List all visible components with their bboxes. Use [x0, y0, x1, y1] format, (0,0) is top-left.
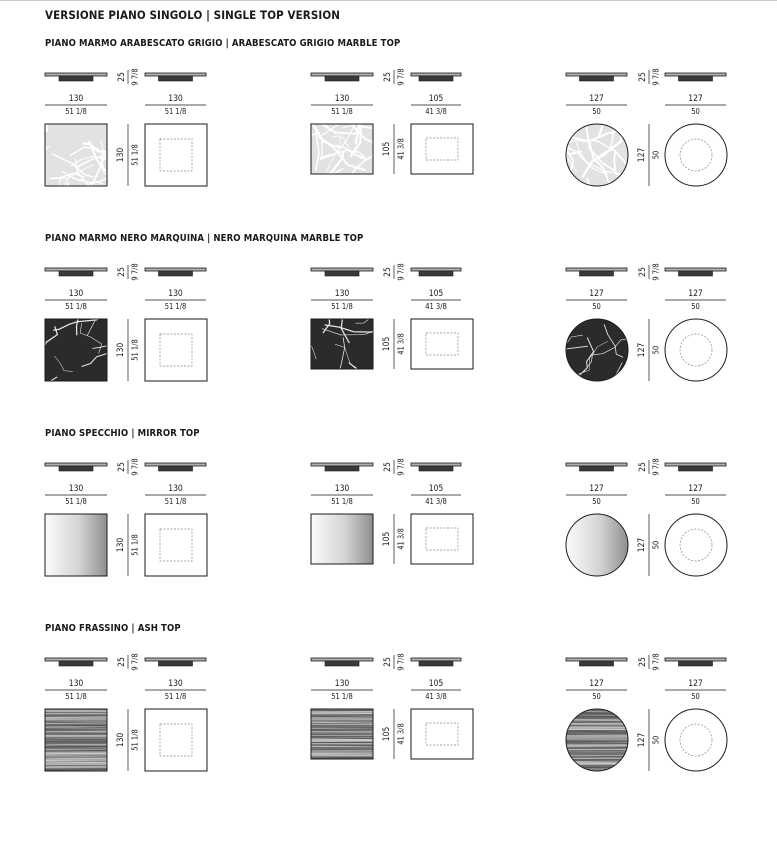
height-cm-label: 25 — [382, 267, 393, 277]
side-view-top — [311, 268, 373, 271]
side-view-base — [159, 661, 193, 666]
depth-in-label: 51 1/8 — [130, 729, 140, 751]
technical-drawing — [45, 428, 275, 588]
side-view-top — [145, 268, 206, 271]
width2-in-label: 41 3/8 — [425, 692, 447, 701]
depth-in-label: 51 1/8 — [130, 144, 140, 166]
width-cm-label: 130 — [334, 289, 350, 299]
marble-vein — [5, 377, 57, 421]
height-cm-label: 25 — [116, 657, 127, 667]
height-cm-label: 25 — [116, 462, 127, 472]
marble-vein — [14, 183, 68, 229]
height-in-label: 9 7/8 — [396, 458, 406, 476]
side-view-top — [566, 268, 627, 271]
depth-cm-label: 130 — [115, 342, 126, 358]
height-in-label: 9 7/8 — [651, 458, 661, 476]
side-view-top — [665, 73, 726, 76]
height-in-label: 9 7/8 — [130, 263, 140, 281]
depth-cm-label: 127 — [636, 342, 647, 358]
side-view-base — [325, 466, 359, 471]
ash-grain — [45, 769, 107, 770]
width-in-label: 50 — [592, 107, 601, 116]
finish-texture — [45, 514, 107, 576]
side-view-top — [665, 268, 726, 271]
depth-cm-label: 105 — [381, 336, 392, 352]
depth-in-label: 50 — [651, 540, 661, 550]
depth-cm-label: 127 — [636, 732, 647, 748]
marble-vein — [310, 169, 343, 218]
ash-grain — [566, 749, 628, 750]
page-title: VERSIONE PIANO SINGOLO | SINGLE TOP VERSION — [45, 8, 340, 22]
technical-drawing — [311, 428, 541, 588]
technical-drawing — [566, 233, 777, 393]
plan-outline — [665, 709, 727, 771]
technical-drawing — [45, 38, 275, 198]
plan-outline — [411, 319, 473, 369]
depth-in-label: 41 3/8 — [396, 528, 406, 550]
width-cm-label: 130 — [68, 679, 84, 689]
finish-texture — [45, 709, 107, 771]
side-view-base — [679, 661, 713, 666]
height-cm-label: 25 — [382, 462, 393, 472]
width-in-label: 51 1/8 — [331, 107, 353, 116]
side-view-base — [59, 76, 93, 81]
finish-background — [311, 124, 373, 174]
depth-in-label: 41 3/8 — [396, 333, 406, 355]
height-cm-label: 25 — [637, 462, 648, 472]
plan-outline — [145, 514, 207, 576]
plan-outline — [411, 514, 473, 564]
width2-cm-label: 105 — [428, 484, 444, 494]
width-in-label: 50 — [592, 302, 601, 311]
section-title: PIANO MARMO NERO MARQUINA | NERO MARQUINA MARBLE TOP — [45, 233, 364, 244]
side-view-top — [311, 658, 373, 661]
plan-outline — [411, 709, 473, 759]
depth-cm-label: 127 — [636, 147, 647, 163]
depth-in-label: 50 — [651, 735, 661, 745]
width2-cm-label: 127 — [688, 484, 703, 494]
width-in-label: 51 1/8 — [331, 692, 353, 701]
depth-in-label: 41 3/8 — [396, 723, 406, 745]
technical-drawing — [311, 233, 541, 393]
side-view-base — [59, 271, 93, 276]
width-cm-label: 130 — [334, 679, 350, 689]
width-cm-label: 130 — [68, 289, 84, 299]
technical-drawing — [566, 623, 777, 783]
side-view-top — [145, 73, 206, 76]
width2-cm-label: 127 — [688, 289, 703, 299]
width-in-label: 51 1/8 — [65, 692, 87, 701]
plan-outline — [145, 709, 207, 771]
depth-cm-label: 105 — [381, 141, 392, 157]
side-view-base — [419, 271, 453, 276]
side-view-base — [159, 76, 193, 81]
width-cm-label: 130 — [68, 484, 84, 494]
depth-cm-label: 130 — [115, 732, 126, 748]
width2-in-label: 51 1/8 — [164, 107, 187, 116]
side-view-top — [311, 463, 373, 466]
height-cm-label: 25 — [382, 657, 393, 667]
ash-grain — [566, 712, 628, 713]
side-view-top — [665, 658, 726, 661]
width2-cm-label: 127 — [688, 679, 703, 689]
width2-cm-label: 105 — [428, 679, 444, 689]
height-cm-label: 25 — [116, 267, 127, 277]
width-cm-label: 130 — [68, 94, 84, 104]
marble-vein — [45, 72, 70, 131]
width-in-label: 51 1/8 — [331, 302, 353, 311]
width-cm-label: 127 — [589, 94, 604, 104]
width2-cm-label: 130 — [168, 484, 183, 494]
side-view-top — [45, 463, 107, 466]
width-cm-label: 127 — [589, 484, 604, 494]
top-divider — [0, 0, 777, 1]
plan-outline — [665, 124, 727, 186]
side-view-top — [311, 73, 373, 76]
side-view-top — [411, 463, 461, 466]
technical-drawing — [311, 38, 541, 198]
ash-grain — [45, 717, 107, 718]
height-in-label: 9 7/8 — [130, 68, 140, 86]
width2-in-label: 50 — [691, 692, 700, 701]
depth-in-label: 50 — [651, 345, 661, 355]
side-view-base — [580, 271, 614, 276]
technical-drawing — [566, 38, 777, 198]
technical-drawing — [566, 428, 777, 588]
width2-in-label: 51 1/8 — [164, 692, 187, 701]
depth-cm-label: 105 — [381, 726, 392, 742]
depth-in-label: 41 3/8 — [396, 138, 406, 160]
width-in-label: 50 — [592, 497, 601, 506]
side-view-top — [45, 73, 107, 76]
section-title: PIANO FRASSINO | ASH TOP — [45, 623, 181, 634]
depth-cm-label: 127 — [636, 537, 647, 553]
width-cm-label: 127 — [589, 289, 604, 299]
finish-texture — [529, 91, 654, 244]
side-view-base — [59, 661, 93, 666]
side-view-base — [679, 271, 713, 276]
finish-texture — [311, 709, 373, 759]
width2-in-label: 50 — [691, 302, 700, 311]
height-in-label: 9 7/8 — [651, 68, 661, 86]
width-cm-label: 130 — [334, 94, 350, 104]
width-cm-label: 127 — [589, 679, 604, 689]
side-view-base — [679, 76, 713, 81]
height-in-label: 9 7/8 — [651, 653, 661, 671]
side-view-base — [580, 661, 614, 666]
ash-grain — [566, 710, 628, 711]
width2-in-label: 41 3/8 — [425, 497, 447, 506]
side-view-top — [566, 463, 627, 466]
side-view-base — [325, 271, 359, 276]
side-view-base — [580, 466, 614, 471]
width2-cm-label: 105 — [428, 289, 444, 299]
side-view-base — [419, 661, 453, 666]
side-view-top — [145, 658, 206, 661]
finish-texture — [311, 514, 373, 564]
plan-outline — [145, 319, 207, 381]
width-in-label: 51 1/8 — [65, 302, 87, 311]
height-in-label: 9 7/8 — [396, 653, 406, 671]
width-in-label: 51 1/8 — [65, 497, 87, 506]
width-in-label: 50 — [592, 692, 601, 701]
side-view-top — [566, 73, 627, 76]
height-in-label: 9 7/8 — [130, 458, 140, 476]
width2-cm-label: 130 — [168, 94, 183, 104]
side-view-top — [145, 463, 206, 466]
marble-vein — [547, 162, 568, 194]
side-view-base — [419, 466, 453, 471]
plan-outline — [411, 124, 473, 174]
width-cm-label: 130 — [334, 484, 350, 494]
plan-outline — [665, 514, 727, 576]
plan-outline — [665, 319, 727, 381]
marble-vein — [271, 87, 326, 124]
side-view-base — [419, 76, 453, 81]
section-title: PIANO MARMO ARABESCATO GRIGIO | ARABESCATO GRIGIO MARBLE TOP — [45, 38, 401, 49]
section-title: PIANO SPECCHIO | MIRROR TOP — [45, 428, 200, 439]
height-in-label: 9 7/8 — [396, 68, 406, 86]
depth-in-label: 51 1/8 — [130, 339, 140, 361]
ash-grain — [566, 715, 628, 716]
depth-in-label: 51 1/8 — [130, 534, 140, 556]
side-view-top — [411, 73, 461, 76]
width2-cm-label: 130 — [168, 679, 183, 689]
finish-texture — [525, 319, 636, 420]
side-view-base — [325, 76, 359, 81]
depth-cm-label: 130 — [115, 147, 126, 163]
depth-in-label: 50 — [651, 150, 661, 160]
plan-outline — [145, 124, 207, 186]
side-view-base — [159, 271, 193, 276]
height-cm-label: 25 — [637, 657, 648, 667]
width2-cm-label: 105 — [428, 94, 444, 104]
width2-in-label: 41 3/8 — [425, 107, 447, 116]
height-cm-label: 25 — [637, 267, 648, 277]
width2-in-label: 50 — [691, 497, 700, 506]
side-view-base — [59, 466, 93, 471]
technical-drawing — [45, 233, 275, 393]
height-in-label: 9 7/8 — [651, 263, 661, 281]
side-view-top — [45, 658, 107, 661]
width-in-label: 51 1/8 — [331, 497, 353, 506]
side-view-top — [566, 658, 627, 661]
height-cm-label: 25 — [116, 72, 127, 82]
technical-drawing — [45, 623, 275, 783]
side-view-base — [679, 466, 713, 471]
finish-background — [45, 514, 107, 576]
height-cm-label: 25 — [637, 72, 648, 82]
depth-cm-label: 130 — [115, 537, 126, 553]
technical-drawing — [311, 623, 541, 783]
width2-in-label: 50 — [691, 107, 700, 116]
height-in-label: 9 7/8 — [396, 263, 406, 281]
width2-in-label: 41 3/8 — [425, 302, 447, 311]
side-view-top — [665, 463, 726, 466]
marble-vein — [546, 107, 567, 153]
width2-cm-label: 130 — [168, 289, 183, 299]
side-view-top — [411, 658, 461, 661]
marble-vein — [333, 174, 360, 190]
finish-background — [311, 514, 373, 564]
marble-vein — [14, 117, 48, 129]
depth-cm-label: 105 — [381, 531, 392, 547]
side-view-base — [325, 661, 359, 666]
height-cm-label: 25 — [382, 72, 393, 82]
side-view-top — [411, 268, 461, 271]
ash-grain — [45, 760, 107, 761]
width2-in-label: 51 1/8 — [164, 302, 187, 311]
side-view-base — [159, 466, 193, 471]
side-view-top — [45, 268, 107, 271]
width2-cm-label: 127 — [688, 94, 703, 104]
side-view-base — [580, 76, 614, 81]
width-in-label: 51 1/8 — [65, 107, 87, 116]
height-in-label: 9 7/8 — [130, 653, 140, 671]
ash-grain — [566, 767, 628, 768]
width2-in-label: 51 1/8 — [164, 497, 187, 506]
